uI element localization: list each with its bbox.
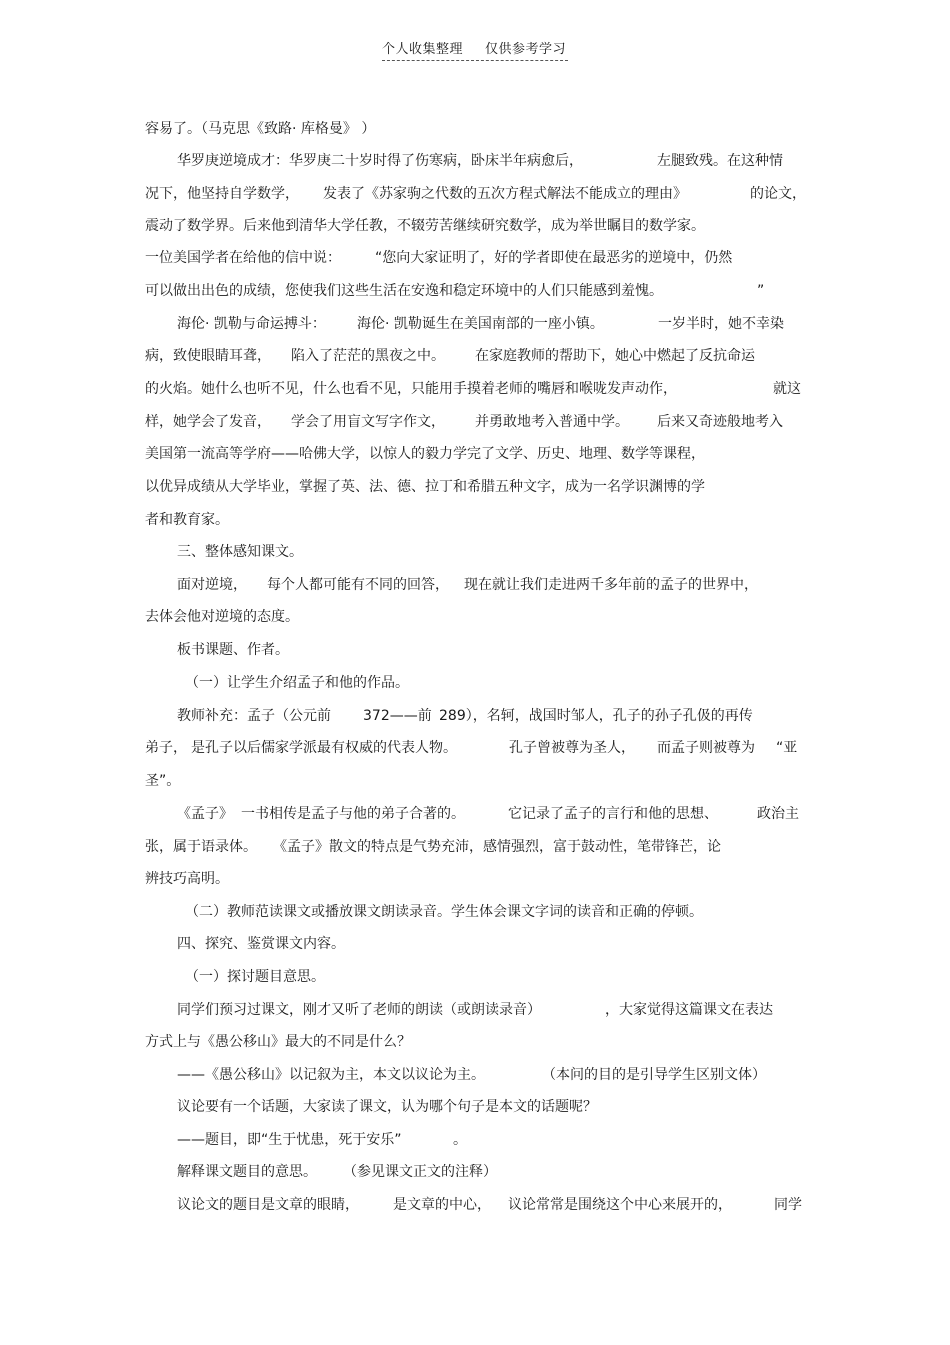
text-segment: 辨技巧高明。 — [145, 871, 229, 887]
text-segment: ，大家觉得这篇课文在表达 — [605, 1002, 773, 1018]
text-line — [145, 444, 705, 464]
text-line — [177, 1130, 797, 1150]
text-line — [177, 151, 817, 171]
text-line — [177, 1195, 807, 1215]
text-segment: 教师补充：孟子（公元前 — [177, 708, 331, 724]
text-segment: 方式上与《愚公移山》最大的不同是什么？ — [145, 1034, 411, 1050]
text-segment: 是文章的中心， — [393, 1197, 491, 1213]
header-left-text: 个人收集整理 — [382, 42, 464, 57]
text-line — [145, 248, 785, 268]
text-segment: 海伦· 凯勒与命运搏斗： — [177, 316, 326, 332]
text-segment: 372——前 — [363, 708, 432, 724]
page-header — [382, 38, 568, 61]
text-segment: 孔子曾被尊为圣人， — [509, 740, 635, 756]
text-segment: 去体会他对逆境的态度。 — [145, 609, 299, 625]
text-segment: 圣”。 — [145, 773, 181, 789]
text-segment: 在家庭教师的帮助下，她心中燃起了反抗命运 — [475, 348, 755, 364]
text-line — [177, 1000, 797, 1020]
text-segment: （一）让学生介绍孟子和他的作品。 — [185, 675, 409, 691]
text-line — [145, 346, 805, 366]
text-segment: 议论文的题目是文章的眼睛， — [177, 1197, 359, 1213]
text-segment: 一位美国学者在给他的信中说： — [145, 250, 341, 266]
text-segment: 况下，他坚持自学数学， — [145, 186, 299, 202]
text-line — [145, 510, 229, 530]
text-segment: 发表了《苏家驹之代数的五次方程式解法不能成立的理由》 — [323, 186, 687, 202]
text-segment: 弟子， — [145, 740, 187, 756]
text-segment: 《孟子》 — [177, 806, 233, 822]
section-heading — [177, 934, 345, 954]
text-line — [145, 607, 299, 627]
text-segment: 三、整体感知课文。 — [177, 544, 303, 560]
section-heading — [177, 542, 303, 562]
text-segment: （一）探讨题目意思。 — [185, 969, 325, 985]
text-line — [145, 119, 375, 139]
text-line — [145, 738, 805, 758]
text-segment: 《孟子》散文的特点是气势充沛，感情强烈，富于鼓动性，笔带锋芒，论 — [273, 839, 721, 855]
text-line — [177, 1162, 797, 1182]
text-line — [145, 281, 785, 301]
text-segment: 解释课文题目的意思。 — [177, 1164, 317, 1180]
text-line — [177, 1097, 597, 1117]
text-segment: 的火焰。她什么也听不见，什么也看不见，只能用手摸着老师的嘴唇和喉咙发声动作， — [145, 381, 677, 397]
text-line — [177, 1065, 797, 1085]
text-line — [177, 706, 797, 726]
text-segment: ——《愚公移山》以记叙为主，本文以议论为主。 — [177, 1067, 485, 1083]
text-segment: 面对逆境， — [177, 577, 247, 593]
text-segment: 289），名轲，战国时邹人，孔子的孙子孔伋的再传 — [439, 708, 753, 724]
text-segment: 陷入了茫茫的黑夜之中。 — [291, 348, 445, 364]
text-segment: 。 — [453, 1132, 467, 1148]
text-line — [177, 314, 817, 334]
text-line — [145, 379, 805, 399]
text-segment: 样，她学会了发音， — [145, 414, 271, 430]
text-segment: （本问的目的是引导学生区别文体） — [542, 1067, 766, 1083]
text-segment: （参见课文正文的注释） — [343, 1164, 497, 1180]
text-line — [185, 902, 703, 922]
text-segment: 的论文， — [750, 186, 806, 202]
text-segment: ——题目，即“生于忧患，死于安乐” — [177, 1132, 402, 1148]
text-segment: “您向大家证明了，好的学者即使在最恶劣的逆境中，仍然 — [375, 250, 733, 266]
text-line — [177, 575, 797, 595]
text-segment: 同学 — [774, 1197, 802, 1213]
text-segment: 后来又奇迹般地考入 — [657, 414, 783, 430]
text-line — [145, 216, 705, 236]
text-segment: 左腿致残。在这种情 — [657, 153, 783, 169]
text-line — [145, 837, 805, 857]
text-segment: 议论要有一个话题，大家读了课文，认为哪个句子是本文的话题呢？ — [177, 1099, 597, 1115]
text-segment: 而孟子则被尊为 — [657, 740, 755, 756]
text-line — [145, 771, 180, 791]
text-segment: ” — [757, 283, 765, 299]
text-line — [177, 804, 807, 824]
text-segment: 政治主 — [757, 806, 799, 822]
text-segment: “亚 — [776, 740, 798, 756]
text-segment: 华罗庚逆境成才：华罗庚二十岁时得了伤寒病，卧床半年病愈后， — [177, 153, 583, 169]
text-segment: 是孔子以后儒家学派最有权威的代表人物。 — [191, 740, 457, 756]
text-segment: 学会了用盲文写字作文， — [291, 414, 445, 430]
text-segment: 板书课题、作者。 — [177, 642, 289, 658]
header-right-text: 仅供参考学习 — [485, 42, 567, 57]
text-segment: （二）教师范读课文或播放课文朗读录音。学生体会课文字词的读音和正确的停顿。 — [185, 904, 703, 920]
text-segment: 可以做出出色的成绩，您使我们这些生活在安逸和稳定环境中的人们只能感到羞愧。 — [145, 283, 663, 299]
text-line — [185, 967, 325, 987]
text-segment: 议论常常是围绕这个中心来展开的， — [508, 1197, 732, 1213]
text-line — [145, 869, 229, 889]
text-segment: 美国第一流高等学府——哈佛大学，以惊人的毅力学完了文学、历史、地理、数学等课程， — [145, 446, 705, 462]
text-line — [145, 477, 705, 497]
text-segment: 一岁半时，她不幸染 — [658, 316, 784, 332]
text-segment: 现在就让我们走进两千多年前的孟子的世界中， — [464, 577, 758, 593]
text-segment: 并勇敢地考入普通中学。 — [475, 414, 629, 430]
text-segment: 四、探究、鉴赏课文内容。 — [177, 936, 345, 952]
text-segment: 容易了。（马克思《致路· 库格曼》 ） — [145, 121, 376, 137]
text-line — [177, 640, 289, 660]
text-line — [145, 184, 805, 204]
text-segment: 它记录了孟子的言行和他的思想、 — [508, 806, 718, 822]
text-segment: 海伦· 凯勒诞生在美国南部的一座小镇。 — [357, 316, 604, 332]
text-segment: 就这 — [773, 381, 801, 397]
text-segment: 一书相传是孟子与他的弟子合著的。 — [241, 806, 465, 822]
text-segment: 者和教育家。 — [145, 512, 229, 528]
text-segment: 同学们预习过课文，刚才又听了老师的朗读（或朗读录音） — [177, 1002, 541, 1018]
text-segment: 张，属于语录体。 — [145, 839, 257, 855]
text-line — [185, 673, 409, 693]
text-segment: 以优异成绩从大学毕业，掌握了英、法、德、拉丁和希腊五种文字，成为一名学识渊博的学 — [145, 479, 705, 495]
text-line — [145, 412, 805, 432]
text-segment: 震动了数学界。后来他到清华大学任教，不辍劳苦继续研究数学，成为举世瞩目的数学家。 — [145, 218, 705, 234]
text-line — [145, 1032, 411, 1052]
text-segment: 每个人都可能有不同的回答， — [267, 577, 449, 593]
text-segment: 病，致使眼睛耳聋， — [145, 348, 271, 364]
